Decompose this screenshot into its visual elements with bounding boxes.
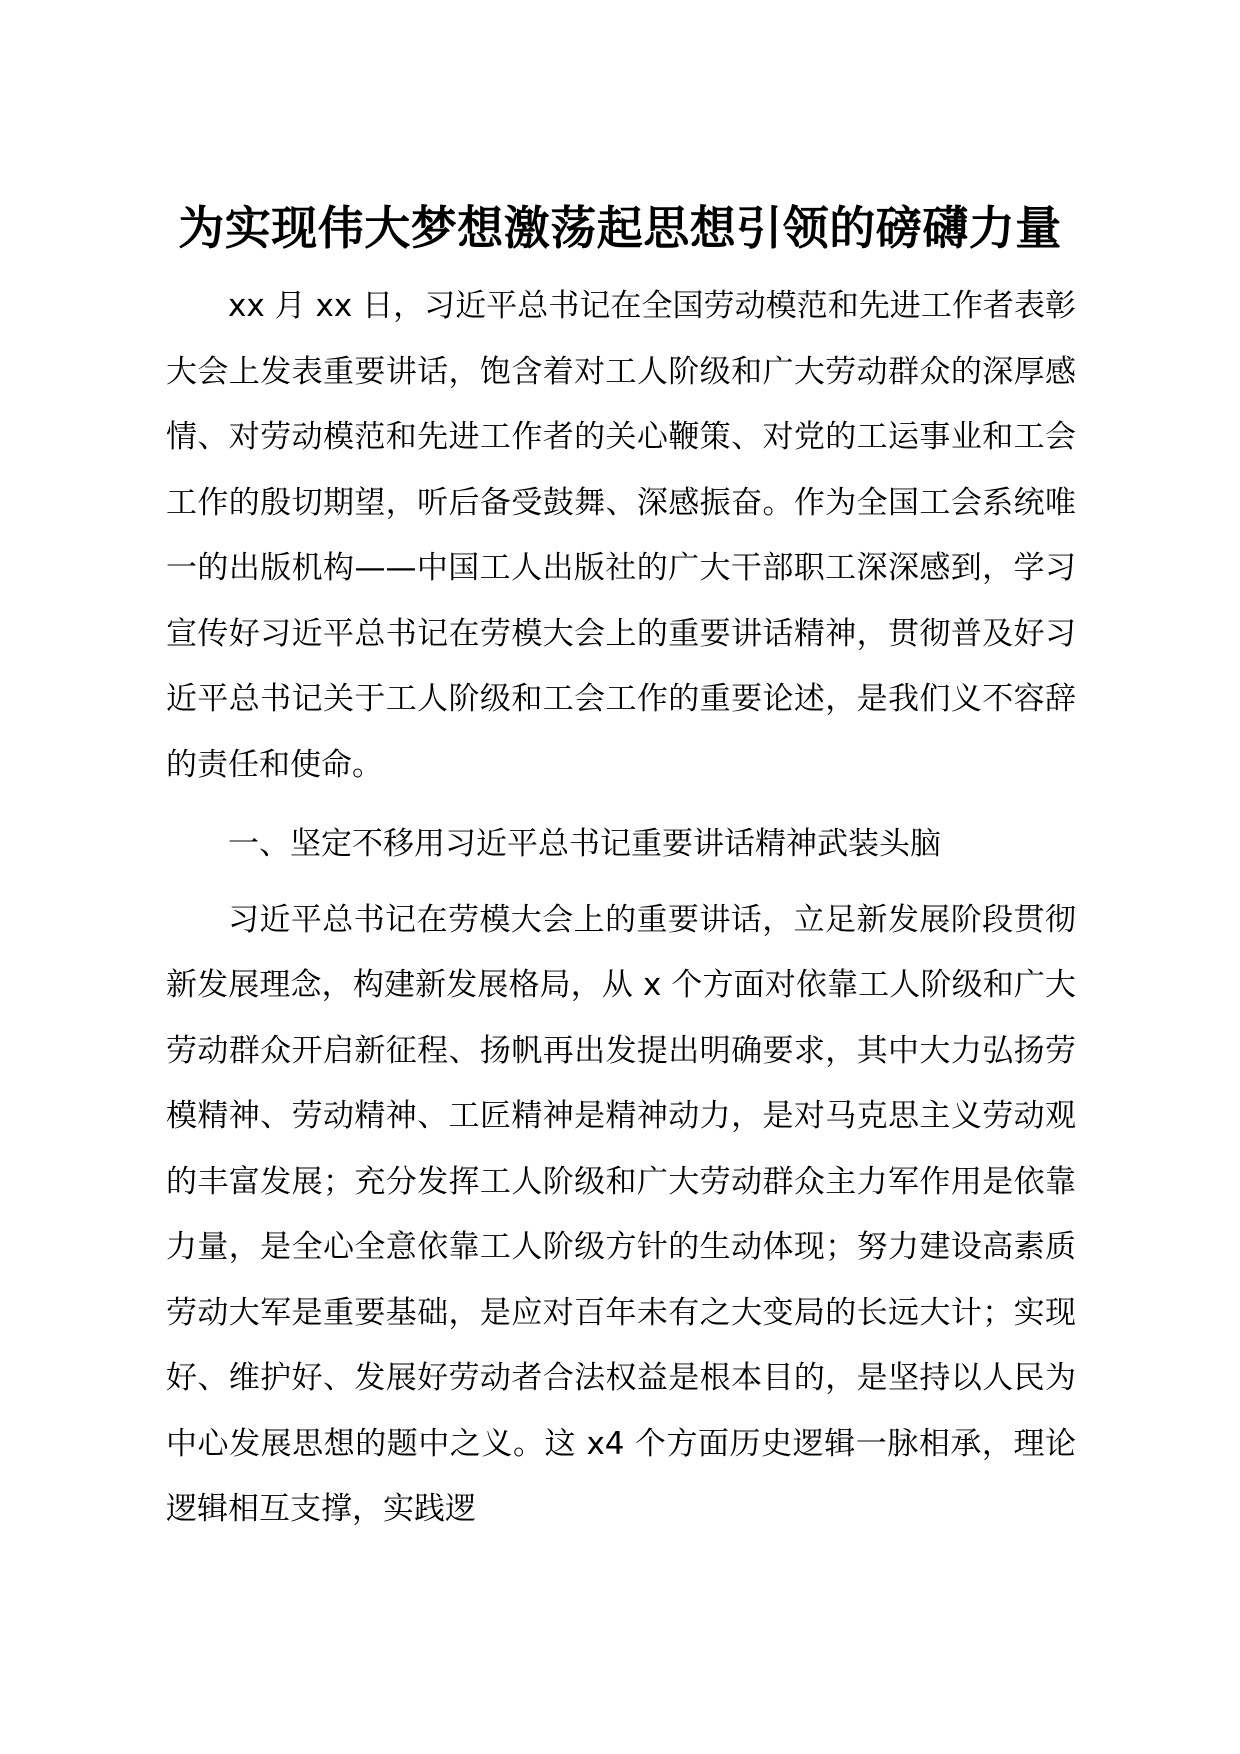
document-title: 为实现伟大梦想激荡起思想引领的磅礴力量	[178, 201, 1062, 255]
paragraph-intro: xx 月 xx 日，习近平总书记在全国劳动模范和先进工作者表彰大会上发表重要讲话，饱含着对工人阶级和广大劳动群众的深厚感情、对劳动模范和先进工作者的关心鞭策、对党的工运事业和工会工作的殷切期望，听后备受鼓舞、深感振奋。作为全国工会系统唯一的出版机构——中国工人出版社的广大干部职工深深感到，学习宣传好习近平总书记在劳模大会上的重要讲话精神，贯彻普及好习近平总书记关于工人阶级和工会工作的重要论述，是我们义不容辞的责任和使命。	[166, 288, 1076, 783]
section-heading-1: 一、坚定不移用习近平总书记重要讲话精神武装头脑	[228, 826, 941, 862]
paragraph-section-1: 习近平总书记在劳模大会上的重要讲话，立足新发展阶段贯彻新发展理念，构建新发展格局，从 x 个方面对依靠工人阶级和广大劳动群众开启新征程、扬帆再出发提出明确要求，其中大力弘扬劳模精神、劳动精神、工匠精神是精神动力，是对马克思主义劳动观的丰富发展；充分发挥工人阶级和广大劳动群众主力军作用是依靠力量，是全心全意依靠工人阶级方针的生动体现；努力建设高素质劳动大军是重要基础，是应对百年未有之大变局的长远大计；实现好、维护好、发展好劳动者合法权益是根本目的，是坚持以人民为中心发展思想的题中之义。这 x4 个方面历史逻辑一脉相承，理论逻辑相互支撑，实践逻	[166, 901, 1076, 1527]
document-body	[166, 274, 1076, 1543]
